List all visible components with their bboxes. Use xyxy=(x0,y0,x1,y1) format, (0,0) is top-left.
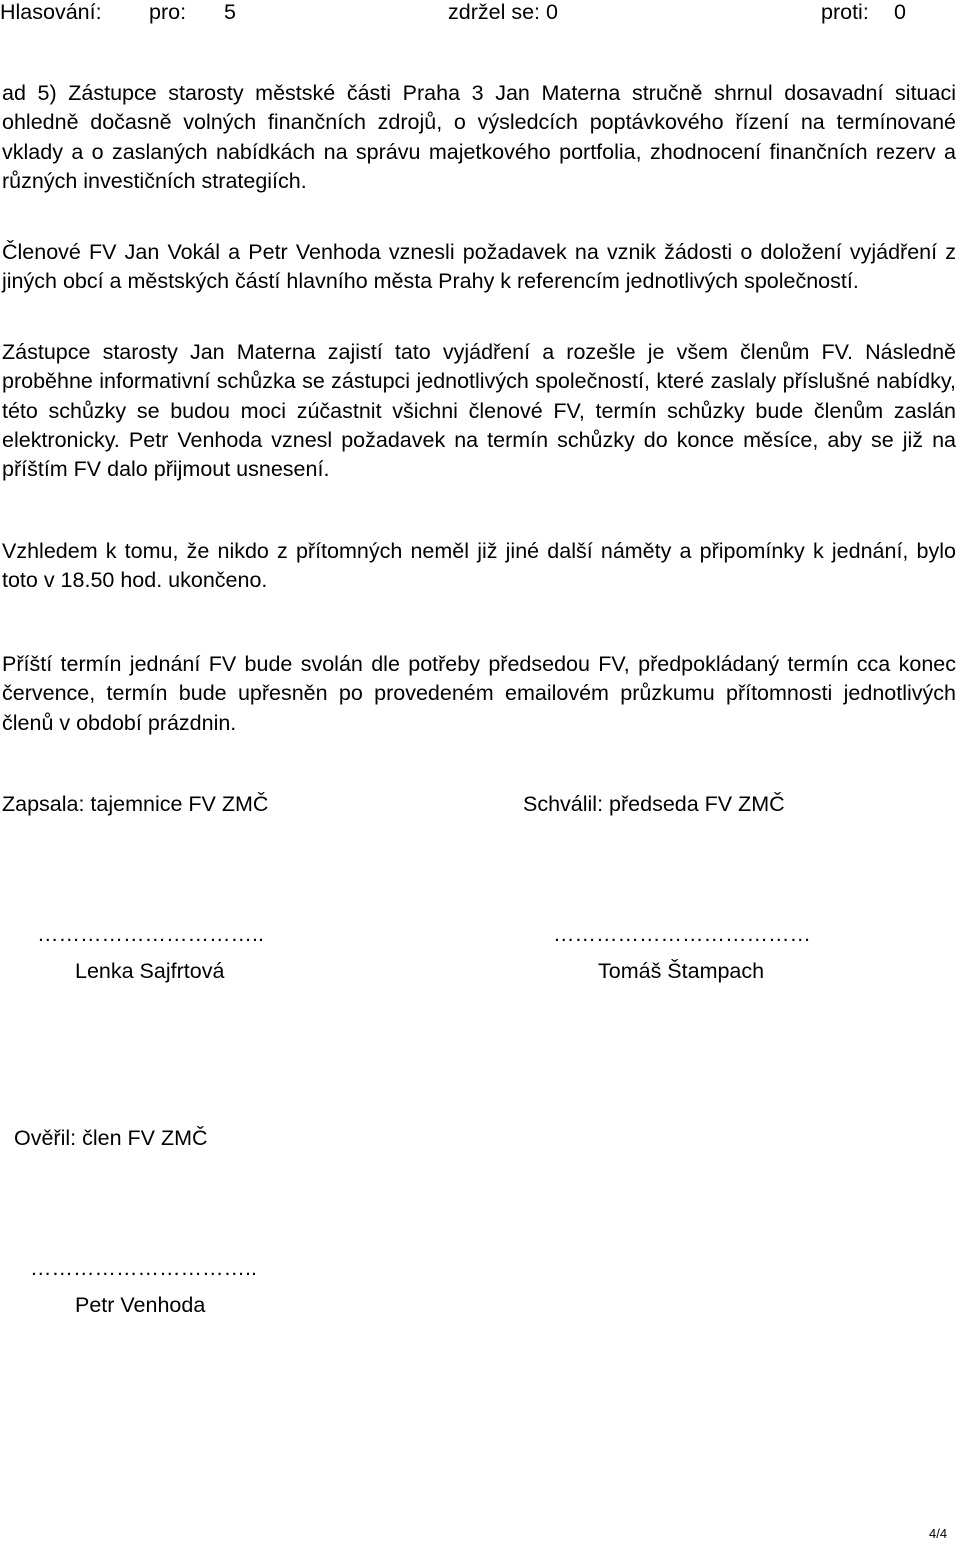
paragraph-closing: Vzhledem k tomu, že nikdo z přítomných neměl již jiné další náměty a připomínky k jednání, bylo toto v 18.50 hod. ukončeno. xyxy=(2,539,956,593)
voting-abstain: zdržel se: 0 xyxy=(448,0,558,24)
recorded-by-label: Zapsala: tajemnice FV ZMČ xyxy=(2,792,269,816)
signature-line-verified: ………………………….. xyxy=(30,1256,257,1280)
approved-by-name: Tomáš Štampach xyxy=(598,959,765,983)
signature-line-left: ………………………….. xyxy=(37,922,264,946)
paragraph-next-meeting: Příští termín jednání FV bude svolán dle potřeby předsedou FV, předpokládaný termín cca konec července, termín bude upřesněn po provedeném emailovém průzkumu přítomnosti jednotlivých členů v období prázdnin. xyxy=(2,652,956,735)
page-number: 4/4 xyxy=(929,1526,948,1541)
voting-label: Hlasování: xyxy=(0,0,102,24)
voting-line xyxy=(0,0,960,30)
signature-line-right: ……………………………… xyxy=(553,922,811,946)
voting-against-label: proti: xyxy=(821,0,869,24)
voting-against-value: 0 xyxy=(894,0,906,24)
approved-by-label: Schválil: předseda FV ZMČ xyxy=(523,792,785,816)
voting-pro-value: 5 xyxy=(224,0,236,24)
verified-by-name: Petr Venhoda xyxy=(75,1293,206,1317)
paragraph-item-5-summary: ad 5) Zástupce starosty městské části Praha 3 Jan Materna stručně shrnul dosavadní situaci ohledně dočasně volných finančních zdrojů, o výsledcích poptávkového řízení na termínované vklady a o zaslaných nabídkách na správu majetkového portfolia, zhodnocení finančních rezerv a různých investičních strategiích. xyxy=(2,81,956,193)
voting-pro-label: pro: xyxy=(149,0,187,24)
paragraph-members-request: Členové FV Jan Vokál a Petr Venhoda vznesli požadavek na vznik žádosti o doložení vyjádření z jiných obcí a městských částí hlavního města Prahy k referencím jednotlivých společností. xyxy=(2,240,956,294)
verified-by-label: Ověřil: člen FV ZMČ xyxy=(14,1126,208,1150)
recorded-by-name: Lenka Sajfrtová xyxy=(75,959,225,983)
paragraph-deputy-mayor: Zástupce starosty Jan Materna zajistí tato vyjádření a rozešle je všem členům FV. Následně proběhne informativní schůzka se zástupci jednotlivých společností, které zaslaly příslušné nabídky, této schůzky se budou moci zúčastnit všichni členové FV, termín schůzky bude členům zaslán elektronicky. Petr Venhoda vznesl požadavek na termín schůzky do konce měsíce, aby se již na příštím FV dalo přijmout usnesení. xyxy=(2,340,956,482)
